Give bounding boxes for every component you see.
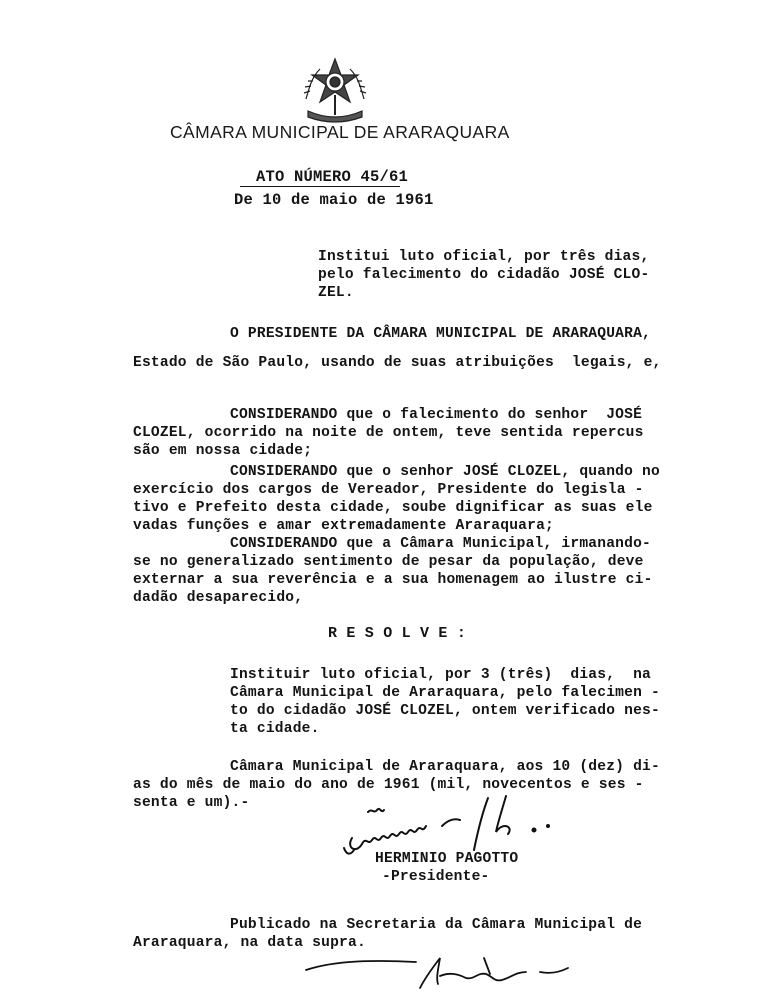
resolve-heading: R E S O L V E : — [328, 625, 467, 642]
considerando-line: vadas funções e amar extremadamente Araraquara; — [133, 518, 555, 534]
considerando-line: dadão desaparecido, — [133, 590, 304, 606]
considerando-line: externar a sua reverência e a sua homenagem ao ilustre ci- — [133, 572, 653, 588]
summary-line: Institui luto oficial, por três dias, — [318, 249, 650, 265]
preamble-line: O PRESIDENTE DA CÂMARA MUNICIPAL DE ARARAQUARA, — [230, 326, 652, 342]
preamble-line: Estado de São Paulo, usando de suas atribuições legais, e, — [133, 355, 662, 371]
closing-line: senta e um).- — [133, 795, 250, 811]
signatory-title: -Presidente- — [382, 869, 490, 885]
signatory-name: HERMINIO PAGOTTO — [375, 851, 519, 867]
decision-line: Instituir luto oficial, por 3 (três) dias, na — [230, 667, 652, 683]
closing-line: Câmara Municipal de Araraquara, aos 10 (dez) di- — [230, 759, 660, 775]
act-number-underline — [240, 186, 400, 187]
considerando-line: são em nossa cidade; — [133, 443, 313, 459]
closing-line: as do mês de maio do ano de 1961 (mil, novecentos e ses - — [133, 777, 644, 793]
institution-title: CÂMARA MUNICIPAL DE ARARAQUARA — [170, 122, 510, 142]
considerando-line: CONSIDERANDO que o falecimento do senhor JOSÉ — [230, 407, 643, 423]
decision-line: Câmara Municipal de Araraquara, pelo falecimen - — [230, 685, 660, 701]
considerando-line: tivo e Prefeito desta cidade, soube dignificar as suas ele — [133, 500, 653, 516]
considerando-line: exercício dos cargos de Vereador, Presidente do legisla - — [133, 482, 644, 498]
publication-line: Araraquara, na data supra. — [133, 935, 366, 951]
brazil-coat-of-arms-icon — [296, 55, 374, 125]
summary-line: pelo falecimento do cidadão JOSÉ CLO- — [318, 267, 650, 283]
act-date: De 10 de maio de 1961 — [234, 191, 434, 209]
summary-line: ZEL. — [318, 285, 354, 301]
decision-line: to do cidadão JOSÉ CLOZEL, ontem verificado nes- — [230, 703, 660, 719]
considerando-line: se no generalizado sentimento de pesar da população, deve — [133, 554, 644, 570]
considerando-line: CONSIDERANDO que a Câmara Municipal, irmanando- — [230, 536, 652, 552]
considerando-line: CLOZEL, ocorrido na noite de ontem, teve sentida repercus — [133, 425, 644, 441]
secretary-signature-icon — [300, 948, 600, 992]
considerando-line: CONSIDERANDO que o senhor JOSÉ CLOZEL, quando no — [230, 464, 660, 480]
act-number: ATO NÚMERO 45/61 — [256, 168, 409, 186]
decision-line: ta cidade. — [230, 721, 320, 737]
publication-line: Publicado na Secretaria da Câmara Municipal de — [230, 917, 643, 933]
